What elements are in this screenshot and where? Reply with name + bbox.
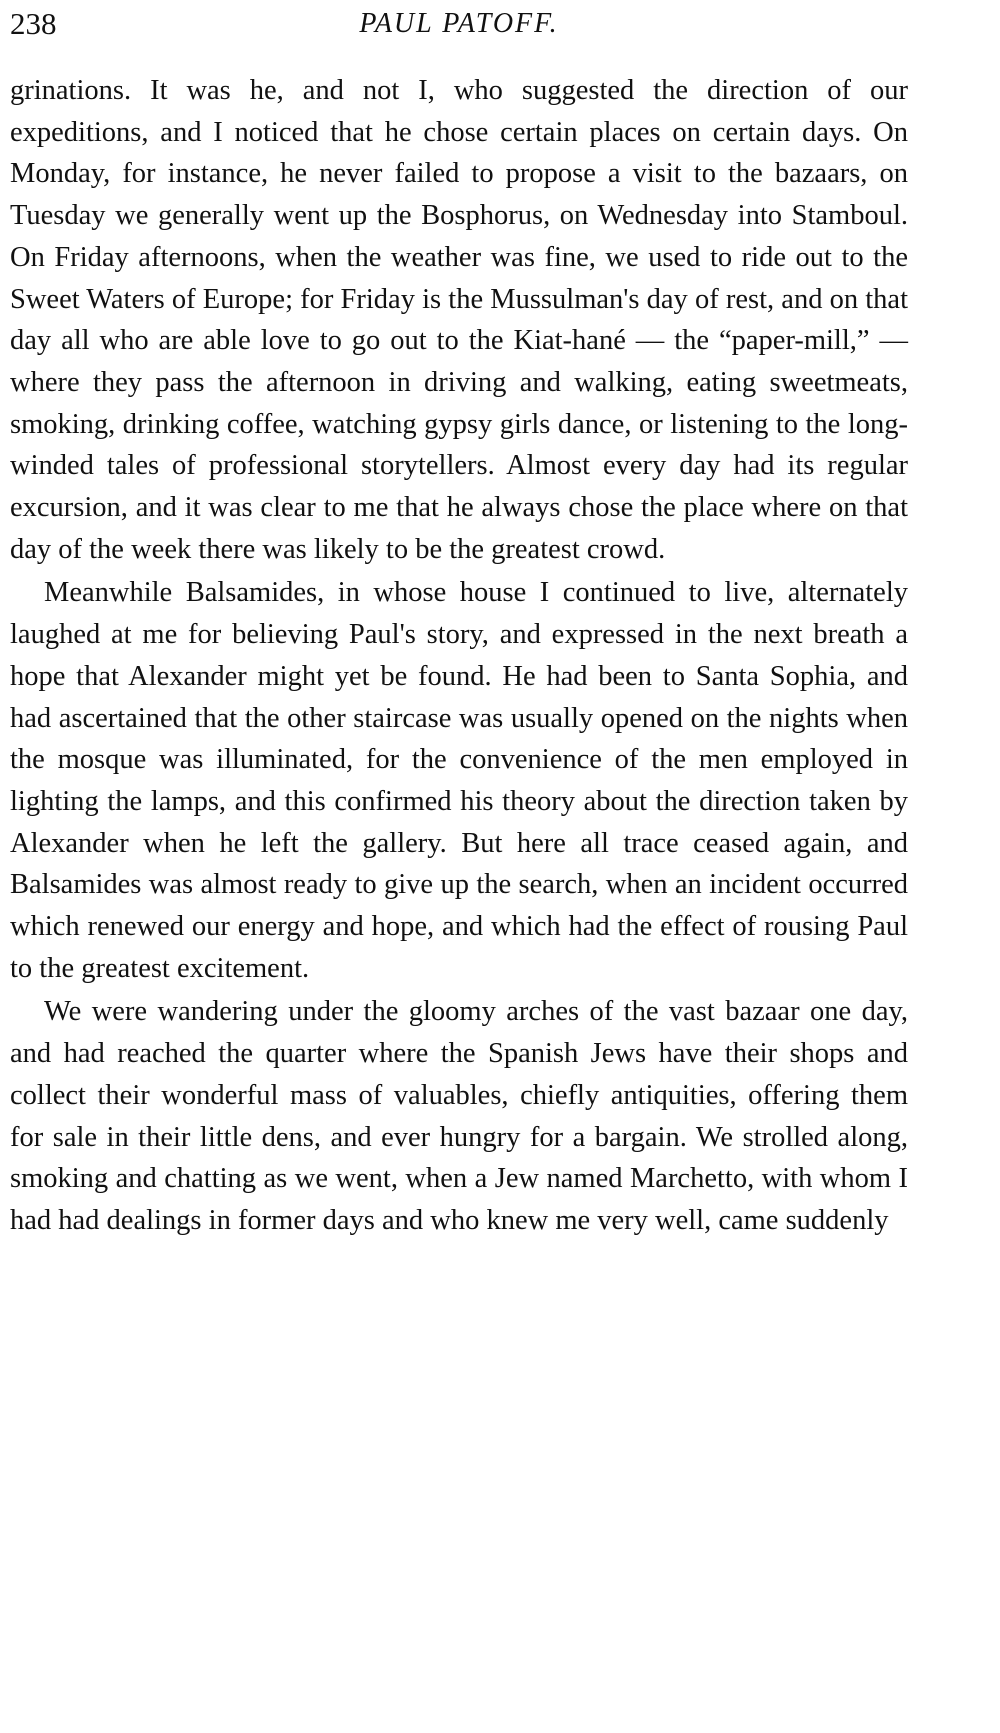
- paragraph: Meanwhile Balsamides, in whose house I continued to live, alternately laughed at me for believing Paul's story, and expressed in the next breath a hope that Alexander might yet be found. He had been to Santa Sophia, and had ascertained that the other staircase was usually opened on the nights when the mosque was illuminated, for the convenience of the men employed in lighting the lamps, and this confirmed his theory about the direction taken by Alexander when he left the gallery. But here all trace ceased again, and Balsamides was almost ready to give up the search, when an incident occurred which renewed our energy and hope, and which had the effect of rousing Paul to the greatest excitement.: [10, 577, 908, 984]
- body-text: [10, 70, 908, 1242]
- book-page: [10, 0, 908, 1733]
- paragraph-continued: grinations. It was he, and not I, who suggested the direction of our expeditions, and I noticed that he chose certain places on certain days. On Monday, for instance, he never failed to propose a visit to the bazaars, on Tuesday we generally went up the Bosphorus, on Wednesday into Stamboul. On Friday afternoons, when the weather was fine, we used to ride out to the Sweet Waters of Europe; for Friday is the Mussulman's day of rest, and on that day all who are able love to go out to the Kiat-hané — the “paper-mill,” — where they pass the afternoon in driving and walking, eating sweetmeats, smoking, drinking coffee, watching gypsy girls dance, or listening to the long-winded tales of professional storytellers. Almost every day had its regular excursion, and it was clear to me that he always chose the place where on that day of the week there was likely to be the greatest crowd.: [10, 75, 908, 565]
- paragraph: We were wandering under the gloomy arches of the vast bazaar one day, and had reached the quarter where the Spanish Jews have their shops and collect their wonderful mass of valuables, chiefly antiquities, offering them for sale in their little dens, and ever hungry for a bargain. We strolled along, smoking and chatting as we went, when a Jew named Marchetto, with whom I had had dealings in former days and who knew me very well, came suddenly: [10, 996, 908, 1236]
- running-title: PAUL PATOFF.: [359, 8, 559, 39]
- page-number: 238: [10, 6, 57, 41]
- page-header: [10, 0, 908, 48]
